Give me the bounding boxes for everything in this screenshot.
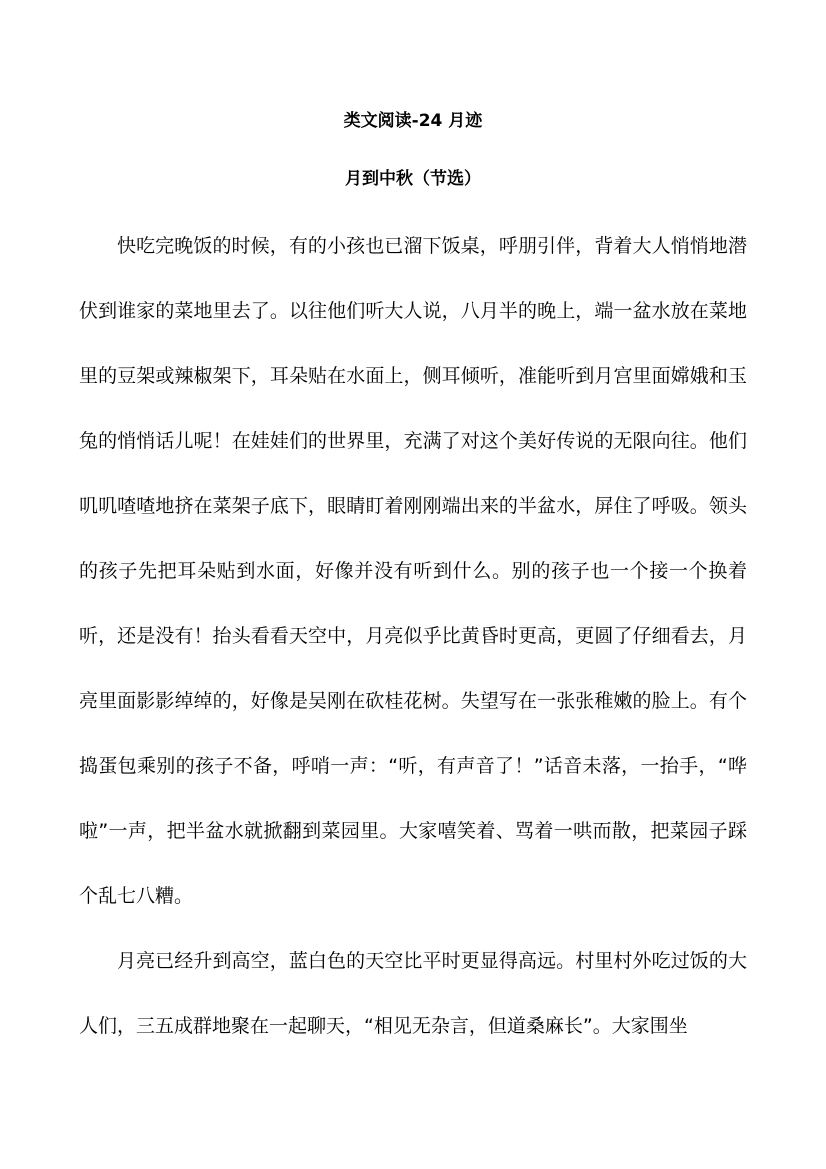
paragraph-1: 快吃完晚饭的时候，有的小孩也已溜下饭桌，呼朋引伴，背着大人悄悄地潜伏到谁家的菜地里去了。以往他们听大人说，八月半的晚上，端一盆水放在菜地里的豆架或辣椒架下，耳朵贴在水面上，侧耳倾听，准能听到月宫里面嫦娥和玉兔的悄悄话儿呢！在娃娃们的世界里，充满了对这个美好传说的无限向往。他们叽叽喳喳地挤在菜架子底下，眼睛盯着刚刚端出来的半盆水，屏住了呼吸。领头的孩子先把耳朵贴到水面，好像并没有听到什么。别的孩子也一个接一个换着听，还是没有！抬头看看天空中，月亮似乎比黄昏时更高，更圆了仔细看去，月亮里面影影绰绰的，好像是吴刚在砍桂花树。失望写在一张张稚嫩的脸上。有个捣蛋包乘别的孩子不备，呼哨一声：“听，有声音了！”话音未落，一抬手，“哗啦”一声，把半盆水就掀翻到菜园里。大家嘻笑着、骂着一哄而散，把菜园子踩个乱七八糟。 bbox=[79, 235, 747, 907]
paragraph-2: 月亮已经升到高空，蓝白色的天空比平时更显得高远。村里村外吃过饭的大人们，三五成群地聚在一起聊天，“相见无杂言，但道桑麻长”。大家围坐 bbox=[79, 950, 747, 1037]
document-subtitle: 月到中秋（节选） bbox=[345, 169, 481, 189]
document-title: 类文阅读-24 月迹 bbox=[343, 111, 483, 131]
document-page bbox=[79, 104, 747, 1059]
